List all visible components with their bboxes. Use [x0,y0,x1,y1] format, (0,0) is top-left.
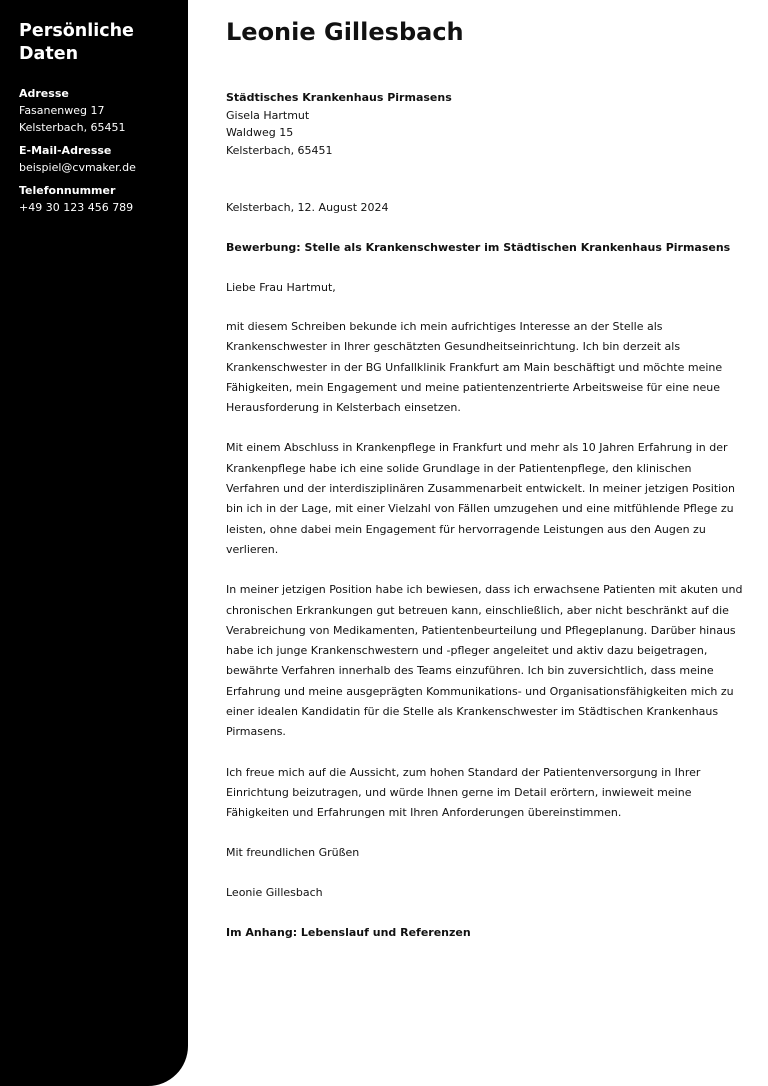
letter-date: Kelsterbach, 12. August 2024 [226,201,389,214]
phone-value: +49 30 123 456 789 [19,201,134,214]
body-paragraph: In meiner jetzigen Position habe ich bewiesen, dass ich erwachsene Patienten mit akuten und chronischen Erkrankungen gut betreuen kann, einschließlich, aber nicht beschränkt auf die Verabreichung von Medikamenten, Patientenbeurteilung und Pflegeplanung. Darüber hinaus habe ich junge Krankenschwestern und -pfleger angeleitet und aktiv dazu beigetragen, bewährte Verfahren innerhalb des Teams einzuführen. Ich bin zuversichtlich, dass meine Erfahrung und meine ausgeprägten Kommunikations- und Organisationsfähigkeiten mich zu einer idealen Kandidatin für die Stelle als Krankenschwester im Städtischen Krankenhaus Pirmasens. [226,583,743,739]
sender-name: Leonie Gillesbach [226,18,464,46]
email-label: E-Mail-Adresse [19,144,112,157]
sidebar-title: Persönliche Daten [19,21,134,64]
attachment-note: Im Anhang: Lebenslauf und Referenzen [226,925,471,939]
body-paragraph: Ich freue mich auf die Aussicht, zum hohen Standard der Patientenversorgung in Ihrer Einrichtung beizutragen, und würde Ihnen gerne im Detail erörtern, inwieweit meine Fähigkeiten und Erfahrungen mit Ihren Anforderungen übereinstimmen. [226,765,701,820]
recipient-person: Gisela Hartmut [226,108,310,122]
salutation: Liebe Frau Hartmut, [226,281,336,294]
personal-data-sidebar [0,0,188,1086]
recipient-street: Waldweg 15 [226,126,294,139]
body-paragraph: mit diesem Schreiben bekunde ich mein aufrichtiges Interesse an der Stelle als Krankenschwester in Ihrer geschätzten Gesundheitseinrichtung. Ich bin derzeit als Krankenschwester in der BG Unfallklinik Frankfurt am Main beschäftigt und möchte meine Fähigkeiten, mein Engagement und meine patientenzentrierte Arbeitsweise für eine neue Herausforderung in Kelsterbach einsetzen. [226,320,723,415]
recipient-block [226,89,746,159]
letter-body [226,0,746,941]
address-line1: Fasanenweg 17 [19,104,105,117]
phone-section [19,182,188,216]
recipient-org: Städtisches Krankenhaus Pirmasens [226,91,452,104]
address-section [19,85,188,136]
phone-label: Telefonnummer [19,184,116,197]
letter-subject: Bewerbung: Stelle als Krankenschwester im Städtischen Krankenhaus Pirmasens [226,241,731,254]
body-paragraph: Mit einem Abschluss in Krankenpflege in Frankfurt und mehr als 10 Jahren Erfahrung in der Krankenpflege habe ich eine solide Grundlage in der Patientenpflege, den klinischen Verfahren und der interdisziplinären Zusammenarbeit entwickelt. In meiner jetzigen Position bin ich in der Lage, mit einer Vielzahl von Fällen umzugehen und eine mitfühlende Pflege zu leisten, ohne dabei mein Engagement für hervorragende Leistungen aus den Augen zu verlieren. [226,441,735,556]
signature: Leonie Gillesbach [226,885,323,899]
recipient-city: Kelsterbach, 65451 [226,143,333,157]
email-section [19,142,188,176]
address-label: Adresse [19,87,69,100]
email-value: beispiel@cvmaker.de [19,161,136,174]
address-line2: Kelsterbach, 65451 [19,121,126,134]
closing: Mit freundlichen Grüßen [226,845,360,859]
